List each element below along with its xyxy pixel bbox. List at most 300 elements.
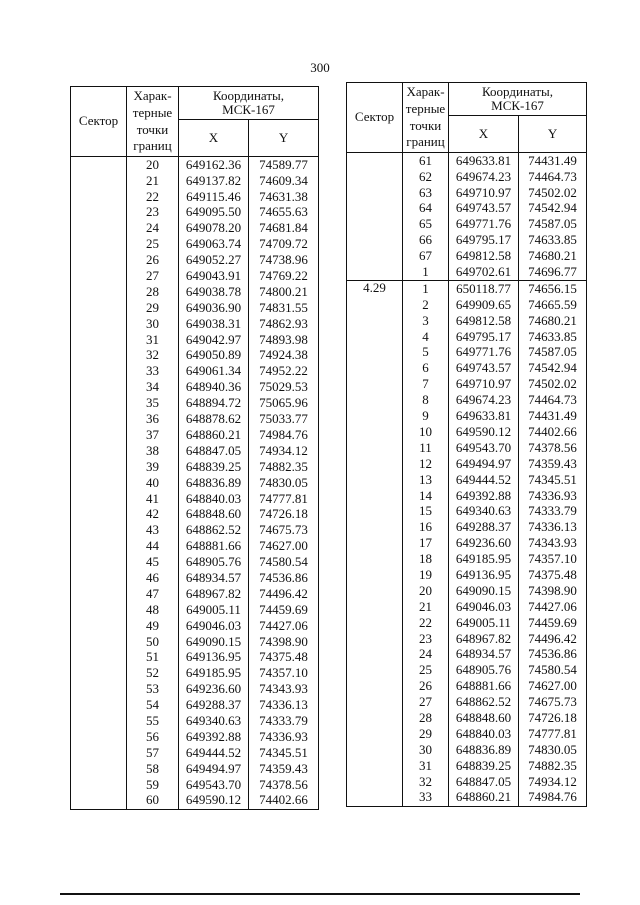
y-cell: 74427.06 [519,599,587,615]
x-cell: 649185.95 [179,666,249,682]
sector-cell [347,169,403,185]
sector-cell [71,793,127,809]
table-row [347,153,587,169]
y-cell: 74502.02 [519,376,587,392]
x-cell: 649288.37 [449,519,519,535]
sector-cell [71,364,127,380]
x-cell: 649392.88 [449,488,519,504]
point-cell: 58 [127,761,179,777]
sector-cell [71,221,127,237]
table-row [347,201,587,217]
sector-cell [71,443,127,459]
y-cell: 75033.77 [249,411,319,427]
sector-cell [347,504,403,520]
x-cell: 649036.90 [179,300,249,316]
point-cell: 43 [127,522,179,538]
table-row [71,348,319,364]
x-cell: 649046.03 [179,618,249,634]
table-row [347,678,587,694]
x-cell: 649812.58 [449,248,519,264]
sector-cell [71,348,127,364]
coords-header-line: Координаты, [213,87,284,103]
point-cell: 5 [403,345,449,361]
sector-cell [347,726,403,742]
table-row [347,504,587,520]
sector-cell: 4.29 [347,281,403,297]
point-cell: 16 [403,519,449,535]
point-cell: 34 [127,379,179,395]
table-row [347,281,587,297]
point-cell: 8 [403,392,449,408]
y-cell: 74633.85 [519,329,587,345]
x-cell: 649090.15 [449,583,519,599]
point-cell: 67 [403,248,449,264]
sector-cell [71,268,127,284]
table-row [71,793,319,809]
point-cell: 9 [403,408,449,424]
y-cell: 74726.18 [519,710,587,726]
x-header: X [449,116,519,153]
table-row [347,217,587,233]
table-row [71,189,319,205]
point-cell: 45 [127,554,179,570]
y-cell: 74343.93 [519,535,587,551]
coords-header-line: Координаты, [482,83,553,99]
x-cell: 648862.52 [449,694,519,710]
table-row [347,345,587,361]
y-cell: 74681.84 [249,221,319,237]
point-cell: 53 [127,681,179,697]
x-cell: 649633.81 [449,153,519,169]
point-cell: 63 [403,185,449,201]
x-cell: 649005.11 [449,615,519,631]
sector-cell [71,666,127,682]
table-row [347,710,587,726]
y-cell: 74777.81 [519,726,587,742]
x-cell: 649543.70 [179,777,249,793]
point-cell: 64 [403,201,449,217]
x-cell: 648839.25 [179,459,249,475]
x-cell: 649038.78 [179,284,249,300]
x-cell: 649633.81 [449,408,519,424]
x-cell: 649743.57 [449,361,519,377]
point-cell: 50 [127,634,179,650]
table-row [71,745,319,761]
sector-cell [347,535,403,551]
x-cell: 649136.95 [179,650,249,666]
table-row [347,631,587,647]
points-header [403,83,449,153]
x-cell: 648840.03 [449,726,519,742]
y-cell: 74402.66 [519,424,587,440]
y-cell: 74357.10 [519,551,587,567]
y-cell: 74464.73 [519,392,587,408]
sector-cell [347,392,403,408]
sector-cell [71,236,127,252]
table-row [71,268,319,284]
sector-header: Сектор [71,87,127,157]
table-row [347,535,587,551]
point-cell: 31 [127,332,179,348]
x-cell: 649185.95 [449,551,519,567]
point-cell: 20 [403,583,449,599]
point-cell: 32 [127,348,179,364]
table-row [71,538,319,554]
table-row [71,284,319,300]
y-cell: 74542.94 [519,361,587,377]
y-cell: 74675.73 [519,694,587,710]
y-cell: 74934.12 [519,774,587,790]
table-row [347,726,587,742]
point-cell: 52 [127,666,179,682]
y-cell: 74459.69 [519,615,587,631]
point-cell: 57 [127,745,179,761]
x-cell: 648934.57 [179,570,249,586]
coordinates-table-right [346,82,587,807]
x-cell: 649340.63 [449,504,519,520]
sector-cell [71,459,127,475]
table-row [71,475,319,491]
point-cell: 29 [403,726,449,742]
point-cell: 55 [127,713,179,729]
y-cell: 74934.12 [249,443,319,459]
x-cell: 649674.23 [449,392,519,408]
sector-cell [347,297,403,313]
x-cell: 649063.74 [179,236,249,252]
points-header-line: терные [132,104,173,120]
table-body [71,157,319,810]
y-cell: 74769.22 [249,268,319,284]
point-cell: 49 [127,618,179,634]
table-row [71,761,319,777]
x-cell: 649590.12 [179,793,249,809]
y-cell: 74680.21 [519,313,587,329]
coords-header-line: МСК-167 [222,102,275,117]
x-cell: 649050.89 [179,348,249,364]
x-cell: 648881.66 [449,678,519,694]
sector-cell [347,742,403,758]
table-row [347,519,587,535]
sector-cell [347,424,403,440]
sector-cell [71,411,127,427]
table-row [347,376,587,392]
sector-cell [347,583,403,599]
y-cell: 74609.34 [249,173,319,189]
x-cell: 649702.61 [449,264,519,280]
x-cell: 649052.27 [179,252,249,268]
point-cell: 22 [403,615,449,631]
point-cell: 61 [403,153,449,169]
x-cell: 649236.60 [179,681,249,697]
point-cell: 23 [127,205,179,221]
x-cell: 648860.21 [179,427,249,443]
table-row [347,313,587,329]
x-cell: 649042.97 [179,332,249,348]
y-cell: 74680.21 [519,248,587,264]
point-cell: 42 [127,507,179,523]
table-row [347,329,587,345]
table-body [347,153,587,807]
table-row [71,157,319,173]
table-row [71,491,319,507]
table-row [71,729,319,745]
x-cell: 650118.77 [449,281,519,297]
y-cell: 74336.93 [519,488,587,504]
sector-cell [71,395,127,411]
sector-cell [347,758,403,774]
point-cell: 15 [403,504,449,520]
sector-cell [71,522,127,538]
x-cell: 648894.72 [179,395,249,411]
table-row [347,392,587,408]
point-cell: 29 [127,300,179,316]
y-cell: 74627.00 [249,538,319,554]
table-row [71,316,319,332]
y-cell: 74726.18 [249,507,319,523]
y-cell: 74924.38 [249,348,319,364]
x-cell: 649771.76 [449,217,519,233]
table-row [347,248,587,264]
sector-cell [347,440,403,456]
y-header: Y [249,120,319,157]
coords-header [449,83,587,116]
point-cell: 48 [127,602,179,618]
x-cell: 649710.97 [449,185,519,201]
sector-cell [71,316,127,332]
y-cell: 74431.49 [519,408,587,424]
sector-cell [71,777,127,793]
sector-cell [347,647,403,663]
y-cell: 74675.73 [249,522,319,538]
x-cell: 649494.97 [179,761,249,777]
sector-cell [347,361,403,377]
sector-cell [347,567,403,583]
sector-cell [71,507,127,523]
x-cell: 649743.57 [449,201,519,217]
y-cell: 74375.48 [249,650,319,666]
y-cell: 74696.77 [519,264,587,280]
sector-cell [347,790,403,806]
sector-cell [71,618,127,634]
x-cell: 649043.91 [179,268,249,284]
table-row [71,443,319,459]
sector-cell [71,745,127,761]
sector-cell [71,332,127,348]
table-row [71,173,319,189]
sector-cell [71,300,127,316]
point-cell: 13 [403,472,449,488]
sector-cell [347,376,403,392]
sector-cell [347,408,403,424]
points-header [127,87,179,157]
y-cell: 74589.77 [249,157,319,173]
table-row [347,361,587,377]
point-cell: 37 [127,427,179,443]
y-cell: 74431.49 [519,153,587,169]
point-cell: 23 [403,631,449,647]
y-cell: 74831.55 [249,300,319,316]
sector-cell [71,205,127,221]
table-row [71,586,319,602]
coords-header-line: МСК-167 [491,98,544,113]
x-cell: 648905.76 [449,663,519,679]
point-cell: 65 [403,217,449,233]
x-cell: 649674.23 [449,169,519,185]
table-row [347,758,587,774]
sector-cell [347,329,403,345]
table-row [71,522,319,538]
point-cell: 56 [127,729,179,745]
y-cell: 74580.54 [249,554,319,570]
sector-cell [71,602,127,618]
x-cell: 649444.52 [449,472,519,488]
y-cell: 74345.51 [519,472,587,488]
sector-cell [71,379,127,395]
sector-cell [347,615,403,631]
table-row [347,790,587,806]
x-header: X [179,120,249,157]
x-cell: 649340.63 [179,713,249,729]
y-cell: 74359.43 [249,761,319,777]
point-cell: 3 [403,313,449,329]
x-cell: 649078.20 [179,221,249,237]
table-row [347,742,587,758]
y-cell: 74359.43 [519,456,587,472]
x-cell: 649812.58 [449,313,519,329]
y-cell: 74656.15 [519,281,587,297]
y-cell: 74984.76 [519,790,587,806]
x-cell: 649795.17 [449,329,519,345]
point-cell: 21 [127,173,179,189]
x-cell: 649038.31 [179,316,249,332]
page-number: 300 [310,60,330,75]
table-row [347,647,587,663]
table-row [347,264,587,280]
sector-cell [347,232,403,248]
sector-cell [71,475,127,491]
y-cell: 74882.35 [249,459,319,475]
x-cell: 649590.12 [449,424,519,440]
table-row [71,459,319,475]
y-cell: 74633.85 [519,232,587,248]
x-cell: 648848.60 [179,507,249,523]
table-row [347,551,587,567]
table-row [347,472,587,488]
point-cell: 4 [403,329,449,345]
table-row [71,205,319,221]
sector-cell [71,570,127,586]
point-cell: 47 [127,586,179,602]
point-cell: 31 [403,758,449,774]
y-cell: 74631.38 [249,189,319,205]
table-row [347,232,587,248]
point-cell: 27 [127,268,179,284]
x-cell: 649046.03 [449,599,519,615]
y-cell: 74862.93 [249,316,319,332]
y-cell: 74587.05 [519,345,587,361]
x-cell: 648905.76 [179,554,249,570]
y-cell: 74496.42 [519,631,587,647]
sector-cell [71,697,127,713]
sector-cell [347,248,403,264]
sector-cell [71,681,127,697]
point-cell: 62 [403,169,449,185]
table-row [347,583,587,599]
table-row [71,618,319,634]
point-cell: 18 [403,551,449,567]
y-cell: 74580.54 [519,663,587,679]
points-header-line: терные [405,100,446,116]
x-cell: 648836.89 [179,475,249,491]
sector-cell [347,345,403,361]
point-cell: 1 [403,264,449,280]
sector-cell [347,488,403,504]
y-cell: 75065.96 [249,395,319,411]
y-cell: 74496.42 [249,586,319,602]
points-header-line: границ [406,134,445,150]
point-cell: 60 [127,793,179,809]
x-cell: 649115.46 [179,189,249,205]
y-header: Y [519,116,587,153]
point-cell: 6 [403,361,449,377]
y-cell: 74502.02 [519,185,587,201]
y-cell: 74709.72 [249,236,319,252]
table-row [347,185,587,201]
x-cell: 649909.65 [449,297,519,313]
sector-cell [347,519,403,535]
point-cell: 27 [403,694,449,710]
x-cell: 649494.97 [449,456,519,472]
y-cell: 74378.56 [249,777,319,793]
table-row [71,554,319,570]
point-cell: 20 [127,157,179,173]
x-cell: 649288.37 [179,697,249,713]
sector-cell [347,678,403,694]
y-cell: 74738.96 [249,252,319,268]
x-cell: 648860.21 [449,790,519,806]
y-cell: 74893.98 [249,332,319,348]
table-row [71,364,319,380]
y-cell: 74984.76 [249,427,319,443]
x-cell: 649392.88 [179,729,249,745]
y-cell: 74542.94 [519,201,587,217]
table-row [347,663,587,679]
x-cell: 648848.60 [449,710,519,726]
table-row [347,567,587,583]
x-cell: 648934.57 [449,647,519,663]
point-cell: 51 [127,650,179,666]
sector-cell [347,599,403,615]
point-cell: 19 [403,567,449,583]
point-cell: 2 [403,297,449,313]
x-cell: 648862.52 [179,522,249,538]
table-row [71,411,319,427]
point-cell: 26 [127,252,179,268]
table-row [71,634,319,650]
x-cell: 648967.82 [449,631,519,647]
x-cell: 649095.50 [179,205,249,221]
sector-cell [71,427,127,443]
y-cell: 74333.79 [519,504,587,520]
y-cell: 74830.05 [249,475,319,491]
x-cell: 648967.82 [179,586,249,602]
point-cell: 17 [403,535,449,551]
table-row [347,599,587,615]
point-cell: 33 [403,790,449,806]
point-cell: 21 [403,599,449,615]
point-cell: 11 [403,440,449,456]
point-cell: 33 [127,364,179,380]
